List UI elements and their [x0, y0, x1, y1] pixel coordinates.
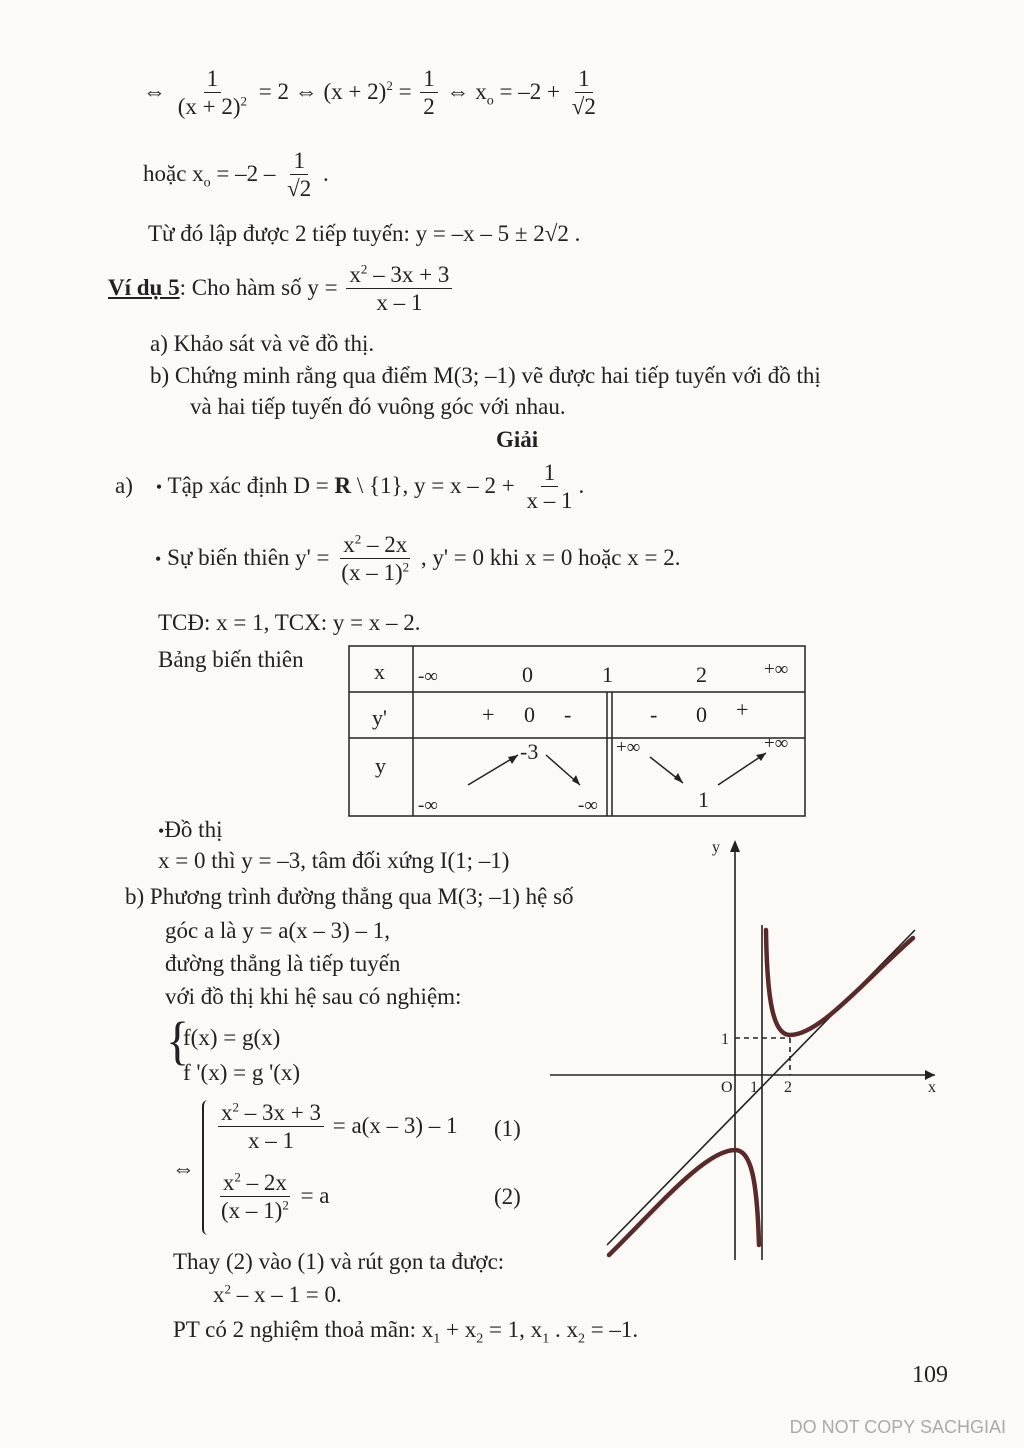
left-brace: { [166, 1012, 190, 1071]
axis-label-y: y [712, 839, 720, 856]
bbt-y-val: -∞ [578, 795, 598, 816]
axis-label-x: x [928, 1079, 936, 1096]
bbt-yp-sign: 0 [696, 702, 707, 727]
task-b-line2: và hai tiếp tuyến đó vuông góc với nhau. [190, 394, 566, 419]
origin-label: O [721, 1079, 733, 1096]
system2-eq2: $\frac{x^2 - 2x}{(x - 1)^2}$ = a [221, 1169, 330, 1224]
derivative-line: • Sự biến thiên y' = $\frac{x^2 - 2x}{(x - 1)^2}$ , y' = 0 khi x = 0 hoặc x = 2. [155, 531, 681, 586]
tangent-result: Từ đó lập được 2 tiếp tuyến: y = –x – 5 ± 2√2 . [148, 221, 581, 246]
eq-tag-2: (2) [494, 1184, 521, 1209]
tick-label: 1 [721, 1031, 729, 1048]
tick-label: 2 [784, 1079, 792, 1096]
y-axis-arrow-icon [730, 840, 740, 852]
equiv-symbol: ⇔ [172, 1156, 195, 1181]
equation-line-2: hoặc $x_o = -2$ – $\frac{1}{√2}$ . [143, 148, 329, 202]
bbt-yp-sign: - [650, 702, 658, 727]
function-graph [545, 830, 955, 1270]
system2-eq1: $\frac{x^2 - 3x + 3}{x - 1}$ = a(x – 3) – 1 [215, 1100, 457, 1155]
bbt-yp-sign: - [564, 702, 572, 727]
bbt-x-label: x [374, 659, 385, 684]
quadratic-equation: $x^2 - x - 1 = 0$. [213, 1281, 342, 1307]
solution-title: Giải [496, 427, 539, 452]
part-a-domain: a) • Tập xác định D = R \ {1}, y = x – 2 + $\frac{1}{x - 1}$ . [115, 460, 585, 514]
right-branch [766, 930, 913, 1035]
graph-note: x = 0 thì y = –3, tâm đối xứng I(1; –1) [158, 848, 510, 873]
bbt-y-val: +∞ [764, 733, 789, 754]
eq-tag-1: (1) [494, 1116, 521, 1141]
substitution-note: Thay (2) vào (1) và rút gọn ta được: [173, 1249, 505, 1274]
system-line2: f '(x) = g '(x) [183, 1060, 301, 1085]
bbt-x-val: -∞ [418, 666, 438, 687]
bbt-yp-label: y' [372, 705, 387, 730]
tick-label: 1 [750, 1079, 758, 1096]
variation-table-label: Bảng biến thiên [158, 647, 304, 672]
bbt-x-val: +∞ [764, 659, 789, 680]
bbt-y-label: y [375, 753, 386, 778]
variation-table [348, 645, 808, 820]
bbt-x-val: 1 [602, 662, 613, 687]
page-number: 109 [912, 1362, 948, 1388]
watermark: DO NOT COPY SACHGIAI [789, 1417, 1006, 1437]
system-line1: f(x) = g(x) [183, 1025, 281, 1050]
bbt-y-val: -∞ [418, 795, 438, 816]
bbt-y-val: -3 [520, 739, 539, 764]
part-b-line2: góc a là y = a(x – 3) – 1, [165, 918, 391, 943]
part-b-line1: b) Phương trình đường thẳng qua M(3; –1) hệ số [125, 884, 574, 909]
bbt-x-val: 2 [696, 662, 707, 687]
asymptotes: TCĐ: x = 1, TCX: y = x – 2. [158, 610, 421, 635]
bbt-x-val: 0 [522, 662, 533, 687]
task-a: a) Khảo sát và vẽ đồ thị. [150, 331, 375, 356]
bbt-yp-sign: + [482, 702, 495, 727]
bbt-yp-sign: + [736, 697, 749, 722]
equation-line-1: ⇔ $\frac{1}{(x + 2)^2}$ = 2 ⇔ $(x + 2)^2$ = $\frac{1}{2}$ ⇔ $x_o = -2$ + $\frac{1}{√2}$ [143, 66, 596, 120]
fraction: $\frac{1}{(x + 2)^2}$ [177, 66, 248, 120]
bbt-yp-sign: 0 [524, 702, 535, 727]
roots-relation: PT có 2 nghiệm thoả mãn: $x_1 + x_2 = 1$, $x_1$ . $x_2 = -1$. [173, 1317, 639, 1347]
left-brace-large [202, 1100, 214, 1235]
graph-heading: •Đồ thị [158, 817, 223, 842]
part-b-line3: đường thẳng là tiếp tuyến [165, 951, 401, 976]
example-heading: Ví dụ 5: Cho hàm số y = $\frac{x^2 - 3x + 3}{x - 1}$ [108, 262, 455, 317]
bbt-y-val: 1 [698, 787, 709, 812]
part-b-line4: với đồ thị khi hệ sau có nghiệm: [165, 984, 462, 1009]
task-b-line1: b) Chứng minh rằng qua điểm M(3; –1) vẽ được hai tiếp tuyến với đồ thị [150, 363, 821, 388]
bbt-y-val: +∞ [616, 737, 641, 758]
equiv-symbol: ⇔ [143, 78, 166, 104]
